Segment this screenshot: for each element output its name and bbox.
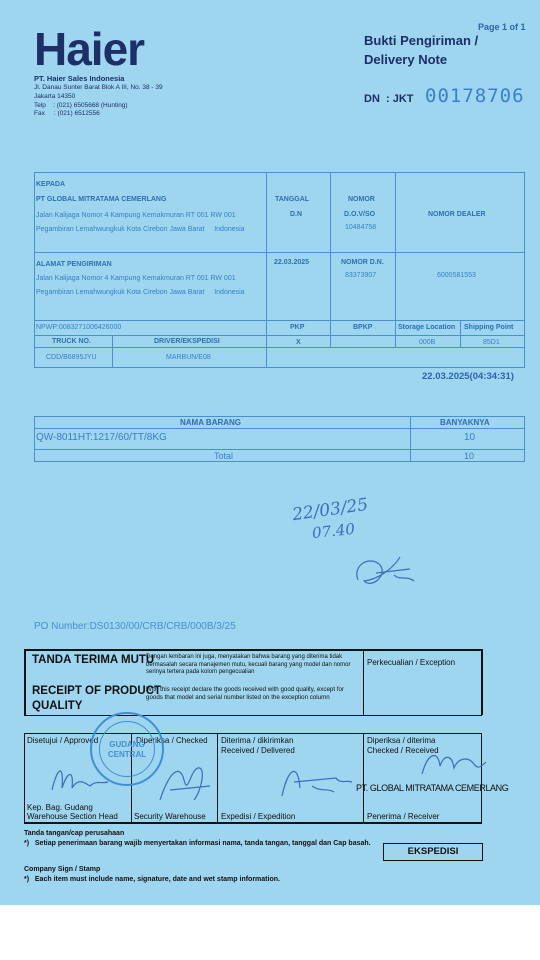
receipt-title-en-2: QUALITY	[32, 700, 83, 712]
receiver-label: Penerima / Receiver	[367, 812, 440, 821]
note-en: *) Each item must include name, signature, date and wet stamp information.	[24, 876, 280, 883]
approver-signature	[50, 760, 110, 800]
dn-reference-number: 83373907	[345, 272, 377, 279]
copy-designation-box	[383, 843, 483, 861]
warehouse-head-label-1: Kep. Bag. Gudang	[27, 803, 93, 812]
nomor-label: NOMOR	[348, 196, 375, 203]
dn-number: 00178706	[425, 85, 525, 107]
customer-address-2: Pegambiran Lemahwungkuk Kota Cirebon Jawa Barat Indonesia	[36, 226, 245, 233]
stamp-text: GUDANG CENTRAL	[107, 740, 147, 759]
truck-no-label: TRUCK NO.	[52, 338, 91, 345]
npwp-number: NPWP:0083271006426000	[36, 324, 122, 331]
total-label: Total	[214, 451, 234, 461]
delivery-date: 22.03.2025	[274, 259, 310, 266]
driver-name: MARBUN/E08	[166, 354, 211, 361]
company-address-2: Jakarta 14350	[34, 93, 76, 100]
document-title-2: Delivery Note	[364, 52, 448, 67]
col-item-name: NAMA BARANG	[180, 418, 242, 427]
storage-location-value: 000B	[419, 339, 436, 346]
customer-name: PT GLOBAL MITRATAMA CEMERLANG	[36, 196, 167, 203]
checked-label: Diperiksa / Checked	[136, 736, 208, 745]
shipping-point-value: 85D1	[483, 339, 500, 346]
received-delivered-label-2: Received / Delivered	[221, 746, 295, 755]
exception-label: Perkecualian / Exception	[367, 658, 456, 667]
do-so-label: D.O.V/SO	[344, 211, 376, 218]
note-id: *) Setiap penerimaan barang wajib menyertakan informasi nama, tanda tangan, tanggal dan Cap basah.	[24, 840, 371, 847]
total-value: 10	[464, 451, 475, 461]
kepada-label: KEPADA	[36, 181, 66, 188]
nomor-dealer-label: NOMOR DEALER	[428, 211, 486, 218]
handwritten-time: 07.40	[311, 519, 356, 543]
receiver-signature	[418, 744, 488, 784]
driver-label: DRIVER/EKSPEDISI	[154, 338, 220, 345]
nomor-dn-label: NOMOR D.N.	[341, 259, 384, 266]
warehouse-head-label-2: Warehouse Section Head	[27, 812, 118, 821]
receipt-title-en-1: RECEIPT OF PRODUCT	[32, 685, 162, 697]
checked-received-label-1: Diperiksa / diterima	[367, 736, 436, 745]
customer-address-1: Jalan Kalijaga Nomor 4 Kampung Kemakmuran RT 001 RW 001	[36, 212, 236, 219]
shipping-address-2: Pegambiran Lemahwungkuk Kota Cirebon Jawa Barat Indonesia	[36, 289, 245, 296]
pkp-value: X	[296, 339, 301, 346]
approved-label: Disetujui / Approved	[27, 736, 99, 745]
storage-location-label: Storage Location	[398, 324, 456, 331]
received-delivered-label-1: Diterima / dikirimkan	[221, 736, 294, 745]
checker-signature	[150, 760, 220, 810]
company-telp: Telp : (021) 6505668 (Hunting)	[34, 102, 128, 109]
company-name: PT. Haier Sales Indonesia	[34, 74, 125, 83]
dn-short-label: D.N	[290, 211, 303, 218]
pkp-label: PKP	[290, 324, 305, 331]
expedition-label: Expedisi / Expedition	[221, 812, 296, 821]
checked-received-label-2: Checked / Received	[367, 746, 439, 755]
item-row-name: QW-8011HT:1217/60/TT/8KG	[36, 432, 167, 443]
alamat-label: ALAMAT PENGIRIMAN	[36, 261, 112, 268]
item-row-qty: 10	[464, 432, 476, 443]
document-title-1: Bukti Pengiriman /	[364, 33, 479, 48]
tanggal-label: TANGGAL	[275, 196, 310, 203]
security-label: Security Warehouse	[134, 812, 206, 821]
sign-stamp-label: Tanda tangan/cap perusahaan	[24, 830, 125, 837]
receipt-title-id: TANDA TERIMA MUTU	[32, 654, 155, 666]
receipt-text-id: Dengan lembaran ini juga, menyatakan bahwa barang yang diterima tidak bermasalah secara manajemen mutu, kecuali barang yang model dan nomor serinya tertera pada kolom pengecualian	[146, 654, 351, 675]
shipping-address-1: Jalan Kalijaga Nomor 4 Kampung Kemakmuran RT 001 RW 001	[36, 275, 236, 282]
bpkp-label: BPKP	[353, 324, 373, 331]
page-indicator: Page 1 of 1	[478, 22, 526, 32]
expedition-signature	[276, 758, 366, 803]
receiver-company-stamp: PT. GLOBAL MITRATAMA CEMERLANG	[356, 783, 509, 793]
truck-number: CDD/B6895JYU	[46, 354, 97, 361]
print-timestamp: 22.03.2025(04:34:31)	[422, 371, 514, 382]
po-number: PO Number:DS0130/00/CRB/CRB/000B/3/25	[34, 621, 236, 632]
handwritten-signature	[350, 545, 420, 595]
company-fax: Fax : (021) 6512556	[34, 110, 100, 117]
copy-designation: EKSPEDISI	[407, 846, 459, 857]
company-address-1: Jl. Danau Sunter Barat Blok A III, No. 38 - 39	[34, 84, 163, 91]
do-number: 10484758	[345, 224, 377, 231]
haier-logo: Haier	[34, 23, 145, 75]
shipping-point-label: Shipping Point	[464, 324, 514, 331]
col-quantity: BANYAKNYA	[440, 418, 490, 427]
handwritten-date: 22/03/25	[290, 494, 370, 526]
dealer-number: 6000581553	[437, 272, 476, 279]
dn-label: DN : JKT	[364, 93, 414, 105]
receipt-text-en: With this receipt declare the goods received with good quality, except for goods that model and serial number listed on the exception column	[146, 686, 344, 701]
company-sign-label: Company Sign / Stamp	[24, 866, 101, 873]
